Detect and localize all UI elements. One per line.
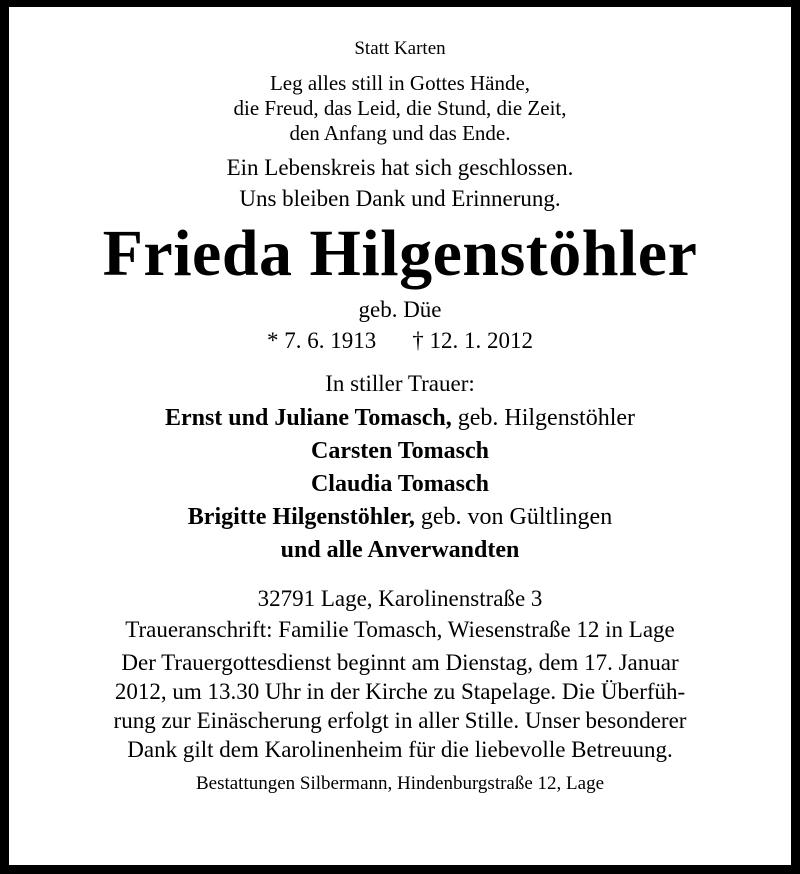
service-line: Dank gilt dem Karolinenheim für die liebevolle Betreuung. <box>127 737 673 762</box>
service-line: 2012, um 13.30 Uhr in der Kirche zu Stapelage. Die Überfüh- <box>114 679 686 704</box>
closing-line: Ein Lebenskreis hat sich geschlossen. <box>226 155 574 180</box>
closing-line: Uns bleiben Dank und Erinnerung. <box>239 186 561 211</box>
mourner-line <box>9 468 791 501</box>
address: 32791 Lage, Karolinenstraße 3 <box>257 586 543 611</box>
service-info <box>9 648 791 764</box>
closing-block <box>9 152 791 214</box>
mourner-name: Carsten Tomasch <box>310 438 490 464</box>
verse-block <box>9 71 791 146</box>
service-line: rung zur Einäscherung erfolgt in aller Stille. Unser besonderer <box>113 708 687 733</box>
mourner-name: Brigitte Hilgenstöhler, <box>187 504 415 530</box>
deceased-name: Frieda Hilgenstöhler <box>102 217 698 290</box>
mourner-name: und alle Anverwandten <box>280 537 520 563</box>
mourners-list <box>9 402 791 567</box>
mourner-note: geb. von Gültlingen <box>414 504 613 530</box>
mourner-line <box>9 501 791 534</box>
mourner-note: geb. Hilgenstöhler <box>451 405 636 431</box>
obituary-notice <box>9 7 791 795</box>
mourning-address: Traueranschrift: Familie Tomasch, Wiesenstraße 12 in Lage <box>125 617 675 642</box>
verse-line: Leg alles still in Gottes Hände, <box>269 71 531 95</box>
mourner-name: Claudia Tomasch <box>310 471 490 497</box>
mourning-intro: In stiller Trauer: <box>325 371 475 396</box>
header-text: Statt Karten <box>354 38 446 59</box>
birth-date: * 7. 6. 1913 <box>267 328 377 353</box>
mourner-line <box>9 435 791 468</box>
mourner-line <box>9 534 791 567</box>
mourner-line <box>9 402 791 435</box>
verse-line: die Freud, das Leid, die Stund, die Zeit, <box>233 96 567 120</box>
birth-name: geb. Düe <box>358 297 442 322</box>
death-date: † 12. 1. 2012 <box>412 328 533 353</box>
life-dates <box>9 325 791 356</box>
undertaker: Bestattungen Silbermann, Hindenburgstraße 12, Lage <box>195 773 605 794</box>
service-line: Der Trauergottesdienst beginnt am Dienstag, dem 17. Januar <box>121 650 679 675</box>
verse-line: den Anfang und das Ende. <box>289 121 511 145</box>
mourner-name: Ernst und Juliane Tomasch, <box>164 405 452 431</box>
